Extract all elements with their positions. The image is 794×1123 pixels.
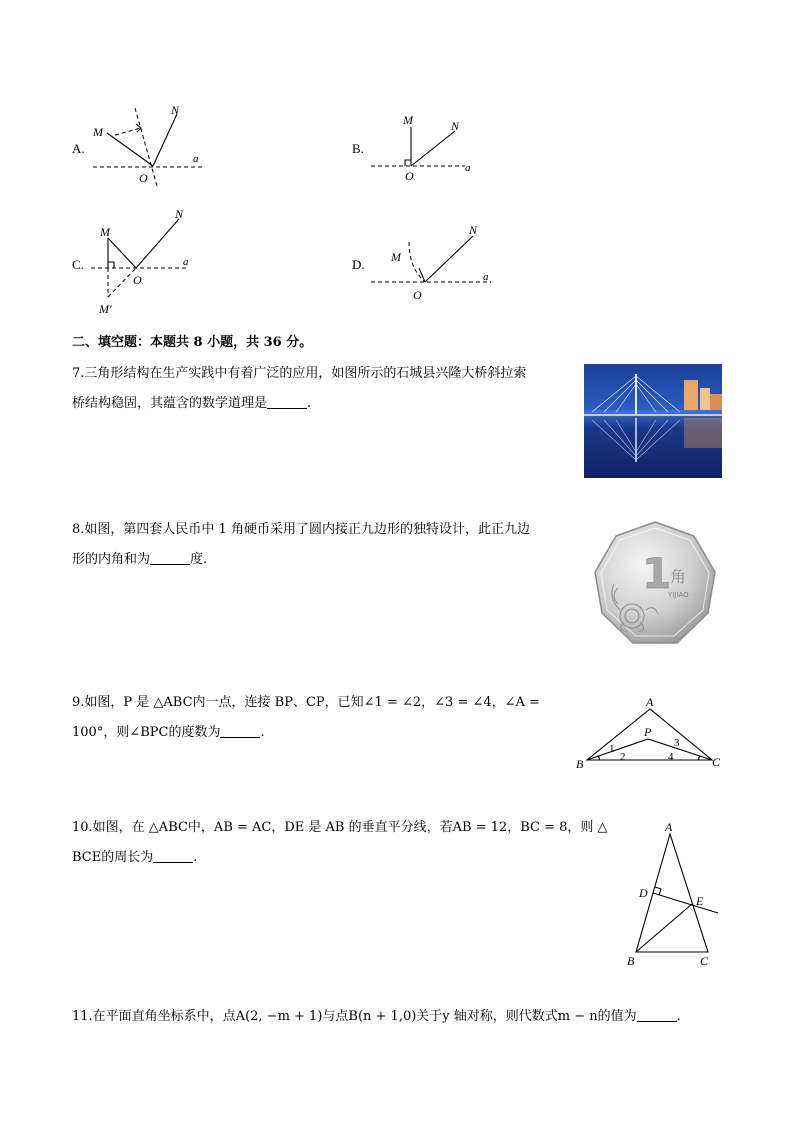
vertex-a-label: A: [646, 695, 654, 709]
point-o-label: O: [139, 171, 148, 185]
option-d-label: D.: [352, 257, 365, 272]
question-9: [72, 688, 572, 748]
point-n-label: N: [175, 207, 184, 221]
point-d-label: D: [639, 886, 648, 900]
coin-unit: 角: [670, 567, 687, 586]
question-9-figure: [572, 694, 724, 774]
coin-numeral: 1: [642, 549, 672, 598]
point-n-label: N: [171, 103, 180, 117]
question-9-line1: 9.如图，P 是 △ABC内一点，连接 BP、CP，已知∠1 = ∠2，∠3 = ∠4，∠A =: [72, 695, 540, 710]
question-11-line1: 11.在平面直角坐标系中，点A(2, −m + 1)与点B(n + 1,0)关于y 轴对称，则代数式m − n的值为: [72, 1009, 637, 1024]
line-a-label: a: [483, 271, 489, 283]
question-10: [72, 813, 632, 873]
option-d-figure: [365, 220, 495, 310]
angle-1-label: 1: [609, 743, 615, 755]
answer-blank[interactable]: [637, 1007, 677, 1022]
answer-blank[interactable]: [150, 550, 190, 565]
line-a-label: a: [193, 153, 199, 165]
answer-blank[interactable]: [153, 848, 193, 863]
option-c-figure: [85, 205, 215, 320]
vertex-c-label: C: [700, 954, 709, 968]
question-10-figure: [620, 818, 724, 970]
section-heading: 二、填空题：本题共 8 小题，共 36 分。: [72, 335, 313, 350]
answer-blank[interactable]: [267, 394, 307, 409]
question-8-line1: 8.如图，第四套人民币中 1 角硬币采用了圆内接正九边形的独特设计，此正九边: [72, 522, 530, 537]
question-7-line2: 桥结构稳固，其蕴含的数学道理是 .: [72, 396, 312, 411]
question-8-line2: 形的内角和为 度.: [72, 552, 208, 567]
option-a-label: A.: [72, 141, 85, 156]
point-n-label: N: [451, 119, 460, 133]
answer-blank[interactable]: [220, 723, 260, 738]
question-10-line1: 10.如图，在 △ABC中，AB = AC，DE 是 AB 的垂直平分线，若AB = 12，BC = 8，则 △: [72, 820, 608, 835]
point-m-label: M: [93, 125, 103, 139]
point-o-label: O: [133, 273, 142, 287]
point-n-label: N: [469, 223, 478, 237]
question-11: 11.在平面直角坐标系中，点A(2, −m + 1)与点B(n + 1,0)关于y 轴对称，则代数式m − n的值为 .: [72, 1009, 681, 1024]
option-b-label: B.: [352, 141, 364, 156]
point-m-label: M: [100, 225, 110, 239]
angle-2-label: 2: [620, 751, 626, 763]
bridge-photo: [584, 364, 722, 478]
option-b-figure: [365, 105, 485, 185]
question-10-line2: BCE的周长为 .: [72, 850, 198, 865]
point-o-label: O: [413, 288, 422, 302]
vertex-c-label: C: [712, 755, 721, 769]
point-p-label: P: [644, 725, 652, 739]
vertex-a-label: A: [665, 820, 673, 834]
line-a-label: a: [183, 256, 189, 268]
angle-3-label: 3: [674, 737, 680, 749]
point-e-label: E: [696, 894, 704, 908]
vertex-b-label: B: [576, 757, 584, 771]
point-m-prime-label: M′: [99, 302, 112, 316]
option-a-figure: [85, 100, 215, 190]
point-m-label: M: [391, 250, 401, 264]
question-7-line1: 7.三角形结构在生产实践中有着广泛的应用，如图所示的石城县兴隆大桥斜拉索: [72, 366, 527, 381]
point-o-label: O: [405, 169, 414, 183]
question-8: [72, 515, 572, 575]
coin-image: [588, 518, 722, 654]
question-9-line2: 100°，则∠BPC的度数为 .: [72, 725, 265, 740]
angle-4-label: 4: [668, 751, 674, 763]
option-c-label: C.: [72, 257, 84, 272]
point-m-label: M: [403, 113, 413, 127]
question-7: [72, 359, 572, 419]
vertex-b-label: B: [627, 954, 635, 968]
line-a-label: a: [465, 162, 471, 174]
coin-pinyin: YIJIAO: [668, 591, 689, 599]
